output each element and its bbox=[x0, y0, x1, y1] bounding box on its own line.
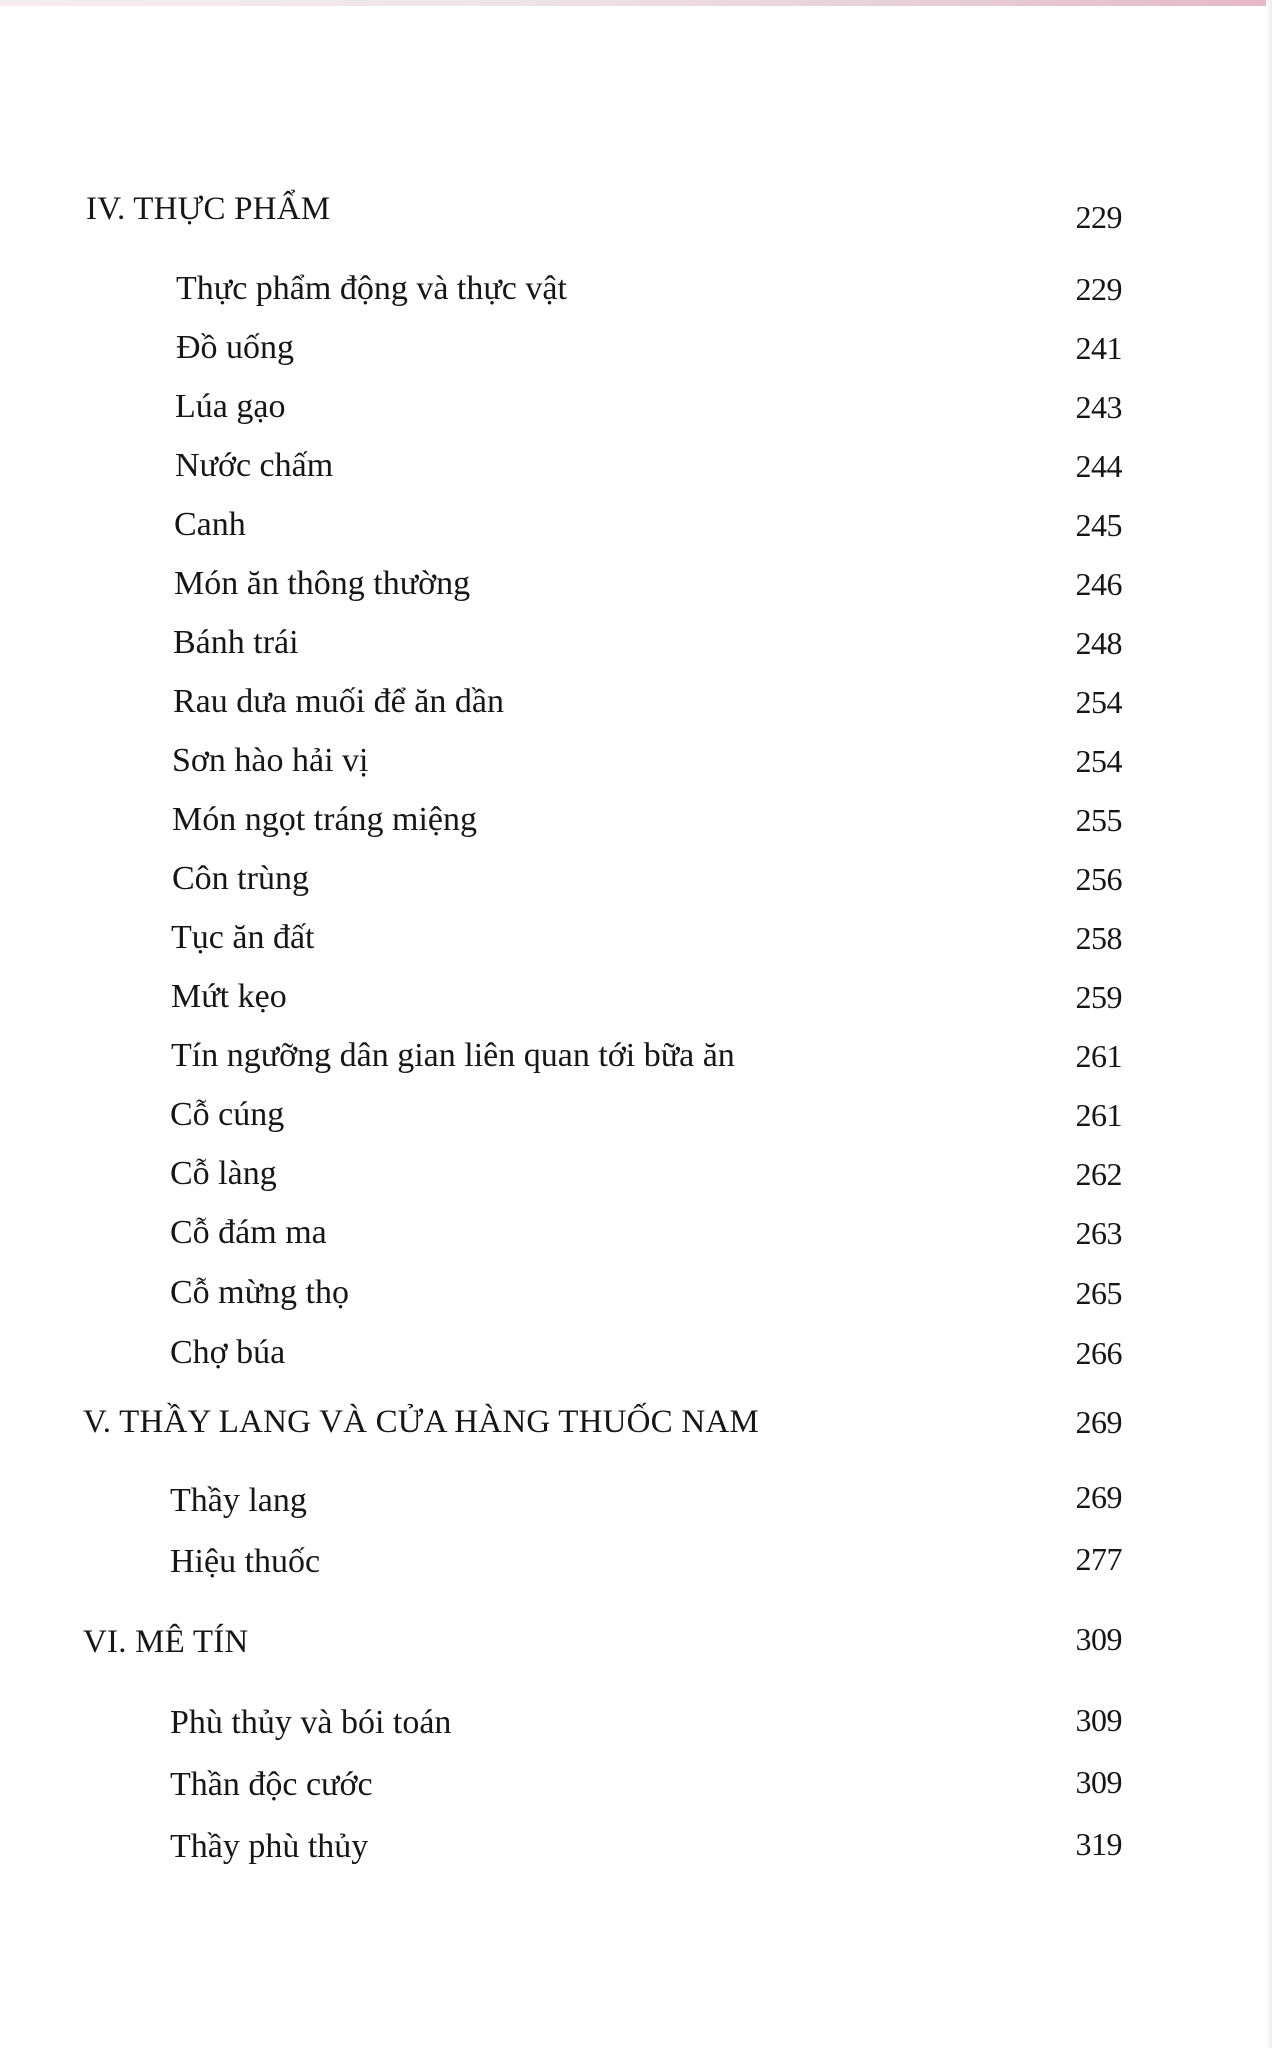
toc-entry-title: Thầy lang bbox=[170, 1482, 307, 1519]
toc-entry[interactable] bbox=[0, 677, 1272, 727]
toc-entry-page: 263 bbox=[1075, 1215, 1122, 1251]
toc-entry-page: 319 bbox=[1075, 1826, 1122, 1862]
toc-entry-title: Thầy phù thủy bbox=[170, 1828, 369, 1865]
toc-entry-title: Sơn hào hải vị bbox=[172, 742, 369, 779]
toc-entry-page: 246 bbox=[1075, 566, 1122, 602]
toc-entry-page: 261 bbox=[1075, 1097, 1122, 1133]
toc-entry[interactable] bbox=[0, 382, 1272, 432]
toc-entry-page: 261 bbox=[1075, 1038, 1122, 1074]
toc-entry-title: Món ngọt tráng miệng bbox=[172, 801, 478, 838]
toc-entry[interactable] bbox=[0, 1208, 1272, 1258]
toc-entry-title: Phù thủy và bói toán bbox=[170, 1704, 452, 1741]
toc-section-v[interactable] bbox=[0, 1397, 1272, 1447]
toc-entry[interactable] bbox=[0, 736, 1272, 786]
toc-entry-title: Côn trùng bbox=[172, 860, 309, 897]
toc-section-title: V. THẦY LANG VÀ CỬA HÀNG THUỐC NAM bbox=[83, 1404, 759, 1440]
toc-entry-title: Cỗ cúng bbox=[170, 1096, 285, 1133]
toc-entry[interactable] bbox=[0, 1476, 1272, 1526]
toc-entry[interactable] bbox=[0, 1149, 1272, 1199]
toc-entry[interactable] bbox=[0, 323, 1272, 373]
toc-entry-title: Nước chấm bbox=[175, 447, 334, 484]
toc-entry-page: 309 bbox=[1075, 1764, 1122, 1800]
toc-entry-page: 254 bbox=[1075, 684, 1122, 720]
toc-entry-page: 255 bbox=[1075, 802, 1122, 838]
toc-entry-page: 245 bbox=[1075, 507, 1122, 543]
toc-entry-title: Thực phẩm động và thực vật bbox=[176, 270, 567, 307]
toc-entry-page: 254 bbox=[1075, 743, 1122, 779]
toc-entry[interactable] bbox=[0, 972, 1272, 1022]
toc-entry[interactable] bbox=[0, 913, 1272, 963]
toc-entry-title: Lúa gạo bbox=[175, 388, 286, 425]
toc-entry-title: Món ăn thông thường bbox=[174, 565, 471, 602]
toc-entry-page: 248 bbox=[1075, 625, 1122, 661]
toc-entry-page: 243 bbox=[1075, 389, 1122, 425]
toc-entry[interactable] bbox=[0, 1268, 1272, 1318]
toc-entry-page: 262 bbox=[1075, 1156, 1122, 1192]
toc-entry[interactable] bbox=[0, 1822, 1272, 1872]
toc-entry-title: Tục ăn đất bbox=[171, 919, 315, 956]
toc-entry-page: 258 bbox=[1075, 920, 1122, 956]
toc-entry-page: 309 bbox=[1075, 1702, 1122, 1738]
toc-entry-title: Hiệu thuốc bbox=[170, 1543, 321, 1580]
toc-entry-page: 241 bbox=[1075, 330, 1122, 366]
toc-entry-title: Mứt kẹo bbox=[171, 978, 287, 1015]
toc-entry-title: Tín ngưỡng dân gian liên quan tới bữa ăn bbox=[171, 1037, 735, 1074]
toc-entry[interactable] bbox=[0, 618, 1272, 668]
toc-entry-title: Rau dưa muối để ăn dần bbox=[173, 683, 504, 720]
toc-section-page: 269 bbox=[1075, 1404, 1122, 1440]
toc-entry[interactable] bbox=[0, 1328, 1272, 1378]
toc-entry-title: Chợ búa bbox=[170, 1334, 286, 1371]
toc-entry-page: 244 bbox=[1075, 448, 1122, 484]
toc-entry-title: Bánh trái bbox=[173, 624, 299, 661]
toc-section-iv[interactable] bbox=[0, 184, 1272, 234]
toc-entry[interactable] bbox=[0, 1537, 1272, 1587]
toc-entry[interactable] bbox=[0, 1698, 1272, 1748]
toc-entry[interactable] bbox=[0, 795, 1272, 845]
toc-entry-title: Cỗ làng bbox=[170, 1155, 277, 1192]
toc-entry[interactable] bbox=[0, 441, 1272, 491]
toc-entry-title: Cỗ đám ma bbox=[170, 1214, 327, 1251]
toc-entry-page: 265 bbox=[1075, 1275, 1122, 1311]
toc-entry-title: Thần độc cước bbox=[170, 1766, 373, 1803]
toc-entry[interactable] bbox=[0, 1090, 1272, 1140]
toc-entry-page: 269 bbox=[1075, 1479, 1122, 1515]
toc-section-vi[interactable] bbox=[0, 1617, 1272, 1667]
toc-section-title: VI. MÊ TÍN bbox=[83, 1624, 249, 1660]
toc-entry-title: Đồ uống bbox=[176, 329, 295, 366]
toc-entry[interactable] bbox=[0, 1031, 1272, 1081]
toc-entry-title: Canh bbox=[174, 506, 246, 543]
toc-entry-page: 277 bbox=[1075, 1541, 1122, 1577]
toc-entry-title: Cỗ mừng thọ bbox=[170, 1274, 349, 1311]
toc-entry-page: 256 bbox=[1075, 861, 1122, 897]
toc-entry-page: 229 bbox=[1075, 271, 1122, 307]
toc-section-title: IV. THỰC PHẨM bbox=[86, 191, 331, 227]
toc-entry[interactable] bbox=[0, 1760, 1272, 1810]
toc-entry-page: 266 bbox=[1075, 1335, 1122, 1371]
toc-entry[interactable] bbox=[0, 264, 1272, 314]
toc-entry[interactable] bbox=[0, 559, 1272, 609]
toc-entry[interactable] bbox=[0, 500, 1272, 550]
toc-entry-page: 259 bbox=[1075, 979, 1122, 1015]
toc-section-page: 229 bbox=[1075, 199, 1122, 235]
toc-entry[interactable] bbox=[0, 854, 1272, 904]
toc-section-page: 309 bbox=[1075, 1621, 1122, 1657]
